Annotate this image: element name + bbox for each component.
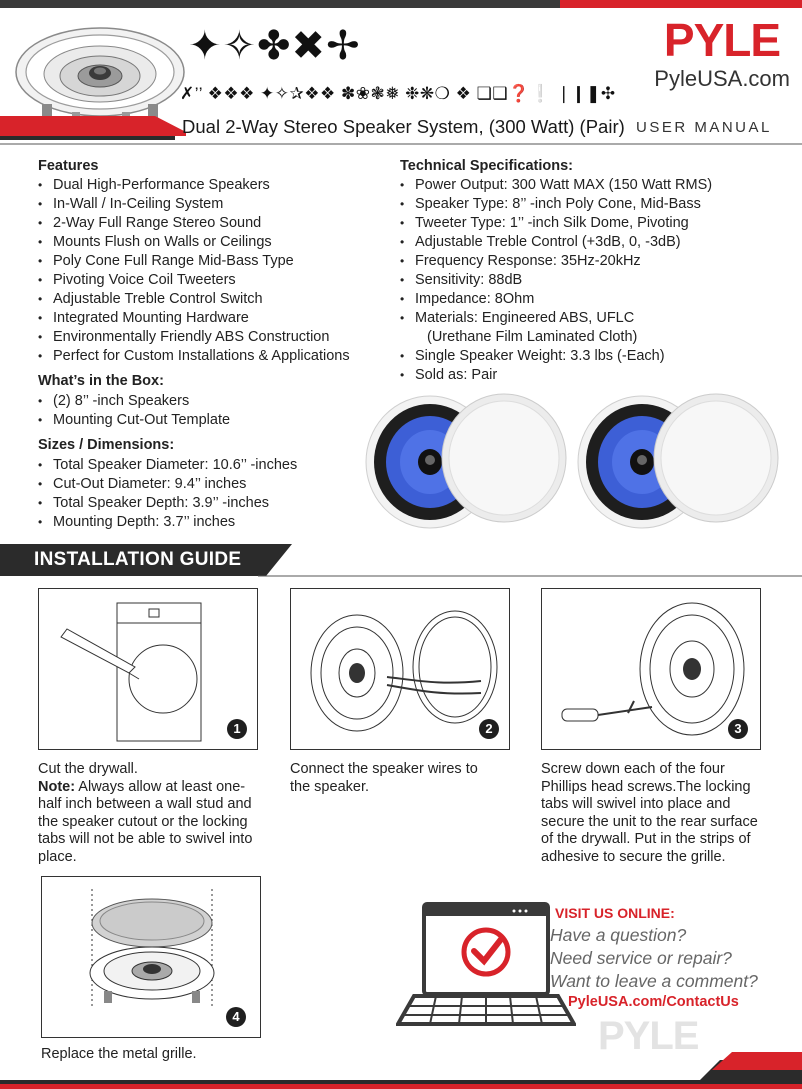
- list-item: • Dual High-Performance Speakers: [38, 176, 350, 195]
- install-title: INSTALLATION GUIDE: [34, 549, 242, 570]
- step-3-caption: Screw down each of the four Phillips head screws.The locking tabs will swivel into place and secure the unit to the rear surface of the drywall. Put in the strips of adhesive to secure the grille.: [541, 761, 758, 865]
- step-4-figure: [41, 876, 261, 1038]
- speaker-pair-image-1: [364, 390, 568, 532]
- model-glyphs: ✦✧✤✖✢: [188, 24, 361, 68]
- box-list: [38, 392, 230, 430]
- list-item: • Poly Cone Full Range Mid-Bass Type: [38, 252, 350, 271]
- list-item: • In-Wall / In-Ceiling System: [38, 195, 350, 214]
- screw-down-illustration: [542, 589, 760, 749]
- step-number-badge: 4: [226, 1007, 246, 1027]
- list-item: • Pivoting Voice Coil Tweeters: [38, 271, 350, 290]
- step-1-note-label: Note:: [38, 778, 76, 795]
- list-item: • Cut-Out Diameter: 9.4’’ inches: [38, 475, 297, 494]
- list-item: • Mounting Depth: 3.7’’ inches: [38, 513, 297, 532]
- list-item: • (2) 8’’ -inch Speakers: [38, 392, 230, 411]
- list-item: • Total Speaker Diameter: 10.6’’ -inches: [38, 456, 297, 475]
- step-number-badge: 2: [479, 719, 499, 739]
- sizes-title: Sizes / Dimensions:: [38, 437, 175, 453]
- list-item: (Urethane Film Laminated Cloth): [427, 329, 638, 345]
- sizes-list: [38, 456, 297, 532]
- header-subtitle: Dual 2-Way Stereo Speaker System, (300 Watt) (Pair): [182, 116, 625, 137]
- cut-drywall-illustration: [39, 589, 257, 749]
- step-1-caption: [38, 761, 266, 866]
- list-item: • Tweeter Type: 1’’ -inch Silk Dome, Pivoting: [400, 214, 712, 233]
- top-bar-accent: [560, 0, 802, 8]
- step-1-text-a: Cut the drywall.: [38, 761, 138, 777]
- list-item: • Adjustable Treble Control Switch: [38, 290, 350, 309]
- list-item: • Materials: Engineered ABS, UFLC: [400, 309, 712, 328]
- pyle-logo-text: PYLE: [663, 16, 781, 62]
- features-list: [38, 176, 350, 366]
- step-4-caption: Replace the metal grille.: [41, 1046, 197, 1062]
- list-item: • Power Output: 300 Watt MAX (150 Watt RMS): [400, 176, 712, 195]
- list-item: • Single Speaker Weight: 3.3 lbs (-Each): [400, 347, 712, 366]
- box-title: What’s in the Box:: [38, 373, 164, 389]
- contact-line-1: Have a question?: [550, 925, 687, 945]
- list-item: • Perfect for Custom Installations & Applications: [38, 347, 350, 366]
- list-item: • Impedance: 8Ohm: [400, 290, 712, 309]
- connect-wires-illustration: [291, 589, 509, 749]
- pyle-watermark: PYLE: [598, 1014, 699, 1058]
- step-number-badge: 3: [728, 719, 748, 739]
- list-item: • Integrated Mounting Hardware: [38, 309, 350, 328]
- step-number-badge: 1: [227, 719, 247, 739]
- contact-line-3: Want to leave a comment?: [550, 971, 758, 991]
- footer-stripe: [0, 1040, 802, 1089]
- list-item: • 2-Way Full Range Stereo Sound: [38, 214, 350, 233]
- list-item: • Mounting Cut-Out Template: [38, 411, 230, 430]
- speaker-pair-image-2: [576, 390, 780, 532]
- list-item: • Environmentally Friendly ABS Construction: [38, 328, 350, 347]
- list-item: • Sold as: Pair: [400, 366, 712, 385]
- website-label: PyleUSA.com: [654, 66, 790, 91]
- list-item: • Total Speaker Depth: 3.9’’ -inches: [38, 494, 297, 513]
- list-item: • Mounts Flush on Walls or Ceilings: [38, 233, 350, 252]
- contact-line-2: Need service or repair?: [550, 948, 732, 968]
- contact-link[interactable]: PyleUSA.com/ContactUs: [568, 994, 739, 1010]
- subtitle-glyphs: ✗’’ ❖❖❖ ✦✧✰❖❖ ✽❀❃❅ ❉❋❍ ❖ ❏❑❓❕ ❘❙❚✣: [180, 84, 616, 103]
- features-title: Features: [38, 158, 99, 174]
- visit-heading: VISIT US ONLINE:: [555, 905, 675, 921]
- list-item: • Speaker Type: 8’’ -inch Poly Cone, Mid-Bass: [400, 195, 712, 214]
- list-item: • Adjustable Treble Control (+3dB, 0, -3dB): [400, 233, 712, 252]
- laptop-check-icon: [396, 898, 576, 1030]
- specs-title: Technical Specifications:: [400, 158, 573, 174]
- step-1-text-b: Always allow at least one-half inch between a wall stud and the speaker cutout or the locking tabs will not be able to swivel into place.: [38, 778, 253, 865]
- pyle-logo: [652, 16, 792, 62]
- specs-list: [400, 176, 712, 385]
- step-2-figure: [290, 588, 510, 750]
- list-item: • Sensitivity: 88dB: [400, 271, 712, 290]
- step-2-caption: Connect the speaker wires to the speaker.: [290, 761, 478, 795]
- user-manual-label: USER MANUAL: [636, 119, 772, 136]
- step-3-figure: [541, 588, 761, 750]
- list-item: • Frequency Response: 35Hz-20kHz: [400, 252, 712, 271]
- step-1-figure: [38, 588, 258, 750]
